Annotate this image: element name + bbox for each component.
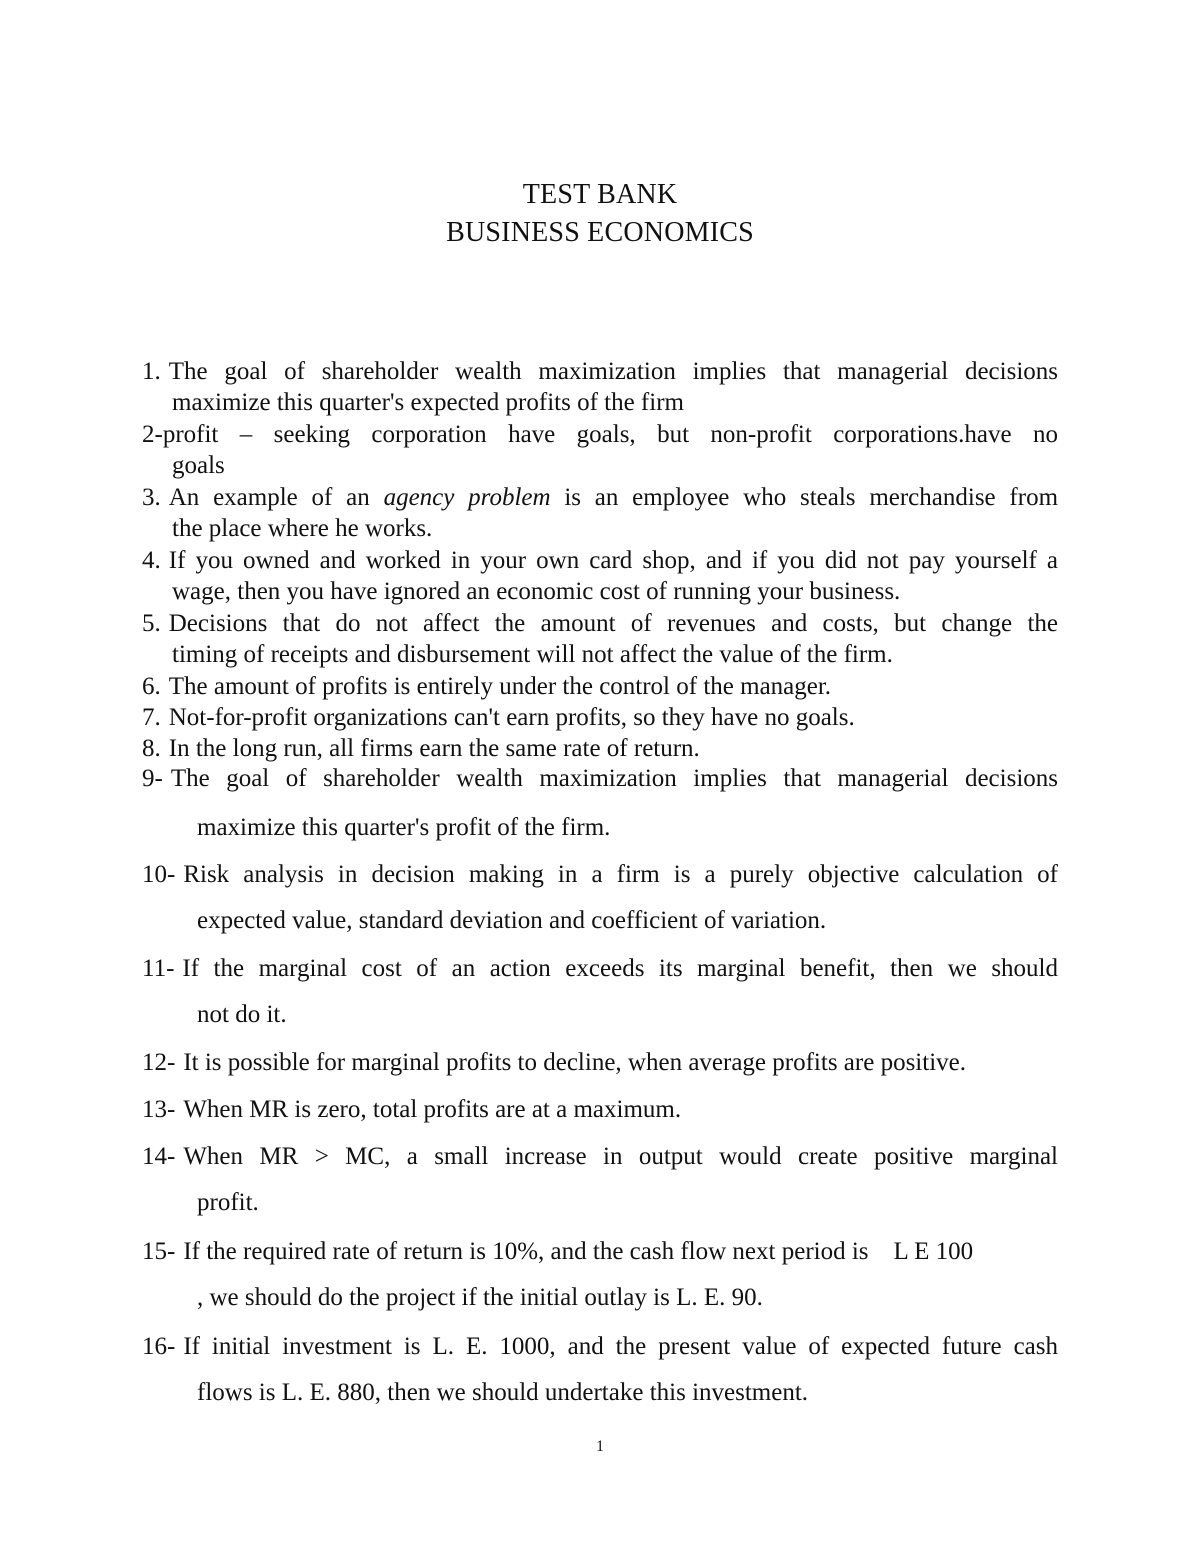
question-text-continued: maximize this quarter's expected profits of the firm: [172, 389, 684, 416]
question-2: [142, 419, 1058, 481]
question-text: Decisions that do not affect the amount of revenues and costs, but change the: [168, 610, 1058, 637]
question-16: [142, 1324, 1058, 1416]
question-number: 12-: [142, 1049, 176, 1076]
question-text: If the required rate of return is 10%, and the cash flow next period is L E 100: [183, 1238, 974, 1265]
question-11: [142, 946, 1058, 1038]
question-7: [142, 702, 1058, 733]
question-number: 14-: [142, 1143, 176, 1170]
question-text-part: An example of an: [168, 484, 370, 511]
question-9: [142, 756, 1058, 851]
question-3: [142, 482, 1058, 544]
question-1: [142, 356, 1058, 418]
question-text: If the marginal cost of an action exceeds its marginal benefit, then we should: [182, 955, 1058, 982]
question-text: It is possible for marginal profits to decline, when average profits are positive.: [183, 1049, 966, 1076]
question-text: Not-for-profit organizations can't earn profits, so they have no goals.: [168, 704, 855, 731]
question-text: If initial investment is L. E. 1000, and the present value of expected future cash: [183, 1333, 1058, 1360]
question-number: 3.: [142, 484, 161, 511]
question-number: 5.: [142, 610, 161, 637]
question-text: In the long run, all firms earn the same rate of return.: [168, 735, 700, 762]
question-number: 11-: [142, 955, 175, 982]
title-line-1: TEST BANK: [522, 179, 678, 210]
question-text: The goal of shareholder wealth maximization implies that managerial decisions: [170, 765, 1058, 792]
question-text: When MR is zero, total profits are at a maximum.: [183, 1096, 682, 1123]
question-number: 4.: [142, 547, 161, 574]
question-number: 8.: [142, 735, 161, 762]
question-number: 1.: [142, 358, 161, 385]
question-number: 15-: [142, 1238, 176, 1265]
question-number: 13-: [142, 1096, 176, 1123]
question-4: [142, 545, 1058, 607]
question-text-continued: expected value, standard deviation and coefficient of variation.: [197, 907, 827, 934]
question-15: [142, 1229, 1058, 1321]
question-14: [142, 1134, 1058, 1226]
question-13: [142, 1087, 1058, 1133]
question-text: When MR > MC, a small increase in output would create positive marginal: [183, 1143, 1058, 1170]
question-text-continued: the place where he works.: [172, 515, 433, 542]
question-text-continued: profit.: [197, 1189, 259, 1216]
question-number: 10-: [142, 861, 176, 888]
question-number: 7.: [142, 704, 161, 731]
agency-problem-term: agency problem: [383, 484, 551, 511]
question-text-continued: goals: [172, 452, 225, 479]
question-number: 16-: [142, 1333, 176, 1360]
question-text-continued: timing of receipts and disbursement will not affect the value of the firm.: [172, 641, 893, 668]
question-number: 2-: [142, 421, 163, 448]
question-5: [142, 608, 1058, 670]
question-text-continued: wage, then you have ignored an economic cost of running your business.: [172, 578, 901, 605]
question-text-continued: , we should do the project if the initial outlay is L. E. 90.: [197, 1284, 763, 1311]
question-number: 9-: [142, 765, 163, 792]
title-line-2: BUSINESS ECONOMICS: [446, 217, 754, 248]
page-number: 1: [596, 1438, 604, 1455]
document-title: [0, 176, 1200, 252]
question-text: The goal of shareholder wealth maximization implies that managerial decisions: [168, 358, 1058, 385]
question-text-part: is an employee who steals merchandise from: [564, 484, 1059, 511]
question-text: The amount of profits is entirely under the control of the manager.: [168, 673, 832, 700]
question-6: [142, 671, 1058, 702]
question-10: [142, 852, 1058, 944]
question-text: profit – seeking corporation have goals, but non-profit corporations.have no: [162, 421, 1058, 448]
question-text: Risk analysis in decision making in a firm is a purely objective calculation of: [183, 861, 1058, 888]
question-text: If you owned and worked in your own card shop, and if you did not pay yourself a: [168, 547, 1058, 574]
question-12: [142, 1040, 1058, 1086]
question-number: 6.: [142, 673, 161, 700]
question-text-continued: flows is L. E. 880, then we should undertake this investment.: [197, 1379, 809, 1406]
question-text-continued: not do it.: [197, 1001, 287, 1028]
question-text: [169, 482, 1058, 513]
question-text-continued: maximize this quarter's profit of the firm.: [197, 814, 611, 841]
